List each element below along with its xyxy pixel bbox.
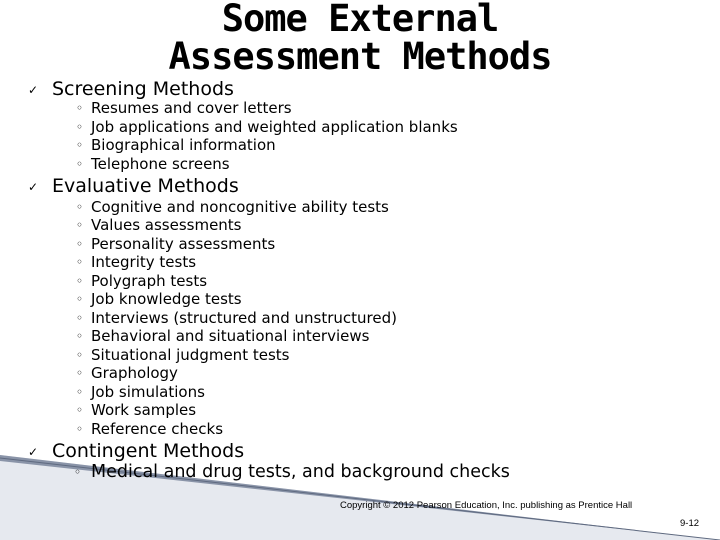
- circle-bullet-icon: ◦: [76, 101, 84, 115]
- list-item: [76, 216, 242, 234]
- circle-bullet-icon: ◦: [76, 292, 84, 306]
- circle-bullet-icon: ◦: [76, 255, 84, 269]
- list-item: [76, 364, 178, 382]
- section-heading-contingent: [28, 440, 245, 462]
- list-item: [76, 136, 276, 154]
- list-item: [76, 309, 397, 327]
- bullet-icon: ✓: [28, 180, 39, 194]
- list-item-text: Medical and drug tests, and background checks: [91, 462, 510, 482]
- list-item-text: Values assessments: [91, 216, 242, 234]
- list-item-text: Biographical information: [91, 136, 276, 154]
- list-item: [76, 272, 208, 290]
- slide-number: 9-12: [680, 518, 700, 529]
- list-item-text: Telephone screens: [91, 155, 230, 173]
- section-heading-screening: [28, 78, 234, 100]
- circle-bullet-icon: ◦: [76, 218, 84, 232]
- bullet-icon: ✓: [28, 83, 39, 97]
- list-item: [76, 420, 224, 438]
- slide-title-line-1: Some External: [221, 0, 499, 40]
- circle-bullet-icon: ◦: [76, 422, 84, 436]
- list-item-text: Work samples: [91, 401, 197, 419]
- list-item-text: Integrity tests: [91, 253, 197, 271]
- list-item-text: Job knowledge tests: [91, 290, 242, 308]
- list-item: [76, 327, 370, 345]
- circle-bullet-icon: ◦: [76, 120, 84, 134]
- list-item-text: Personality assessments: [91, 235, 276, 253]
- bullet-icon: ✓: [28, 445, 39, 459]
- circle-bullet-icon: ◦: [76, 366, 84, 380]
- list-item-text: Interviews (structured and unstructured): [91, 309, 397, 327]
- circle-bullet-icon: ◦: [76, 329, 84, 343]
- list-item-text: Graphology: [91, 364, 178, 382]
- list-item: [76, 235, 276, 253]
- circle-bullet-icon: ◦: [76, 138, 84, 152]
- list-item-text: Cognitive and noncognitive ability tests: [91, 198, 389, 216]
- section-heading-text: Evaluative Methods: [52, 175, 239, 197]
- list-item-text: Resumes and cover letters: [91, 99, 292, 117]
- section-heading-text: Contingent Methods: [52, 440, 245, 462]
- section-heading-evaluative: [28, 175, 239, 197]
- circle-bullet-icon: ◦: [76, 200, 84, 214]
- list-item-text: Situational judgment tests: [91, 346, 290, 364]
- circle-bullet-icon: ◦: [76, 403, 84, 417]
- circle-bullet-icon: ◦: [76, 157, 84, 171]
- list-item: [76, 118, 458, 136]
- list-item-text: Reference checks: [91, 420, 224, 438]
- list-item: [76, 346, 290, 364]
- list-item: [76, 290, 242, 308]
- list-item: [76, 383, 205, 401]
- list-item: [76, 253, 197, 271]
- slide-title-line-2: Assessment Methods: [168, 35, 552, 78]
- list-item: [76, 155, 230, 173]
- circle-bullet-icon: ◦: [74, 465, 82, 479]
- circle-bullet-icon: ◦: [76, 385, 84, 399]
- circle-bullet-icon: ◦: [76, 237, 84, 251]
- list-item-text: Behavioral and situational interviews: [91, 327, 370, 345]
- circle-bullet-icon: ◦: [76, 348, 84, 362]
- copyright-notice: Copyright © 2012 Pearson Education, Inc. publishing as Prentice Hall: [340, 500, 633, 511]
- circle-bullet-icon: ◦: [76, 274, 84, 288]
- list-item-text: Polygraph tests: [91, 272, 208, 290]
- list-item: [76, 99, 292, 117]
- list-item-text: Job applications and weighted application blanks: [91, 118, 458, 136]
- slide-title: [168, 0, 552, 76]
- section-heading-text: Screening Methods: [52, 78, 234, 100]
- list-item: [76, 198, 389, 216]
- circle-bullet-icon: ◦: [76, 311, 84, 325]
- list-item-text: Job simulations: [91, 383, 205, 401]
- list-item: [74, 462, 510, 482]
- list-item: [76, 401, 197, 419]
